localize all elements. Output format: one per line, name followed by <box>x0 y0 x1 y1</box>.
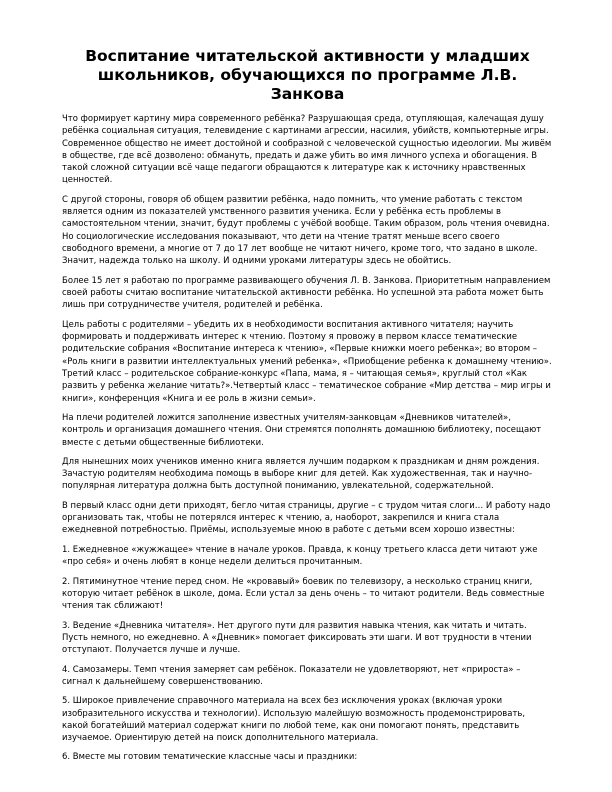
document-title: Воспитание читательской активности у младших школьников, обучающихся по программе Л.В. Занкова <box>85 47 530 103</box>
paragraph-reading-role: С другой стороны, говоря об общем развитии ребёнка, надо помнить, что умение работать с текстом является одним из показателей умственного развития ученика. Если у ребёнка есть проблемы в самостоятельном чтении, значит, будут проблемы с учёбой вообще. Таким образом, роль чтения очевидна. Но социологические исследования показывают, что дети на чтение тратят меньше всего своего свободного времени, а многие от 7 до 17 лет вообще не читают ничего, кроме того, что задано в школе. Значит, надежда только на школу. И одними уроками литературы здесь не обойтись. <box>62 193 550 266</box>
list-item-daily-reading: 1. Ежедневное «жужжащее» чтение в начале уроков. Правда, к концу третьего класса дети читают уже «про себя» и очень любят в конце недели делиться прочитанным. <box>62 543 538 567</box>
document-page <box>62 47 553 770</box>
list-item-class-events: 6. Вместе мы готовим тематические классные часы и праздники: <box>62 751 358 762</box>
list-item-reference-material: 5. Широкое привлечение справочного материала на всех без исключения уроках (включая уроки изобразительного искусства и технологии). Использую малейшую возможность продемонстрировать, какой богатейший материал содержат книги по любой теме, как они помогают понять, представить изучаемое. Ориентирую детей на поиск дополнительного материала. <box>62 695 526 743</box>
paragraph-parents-goal: Цель работы с родителями – убедить их в необходимости воспитания активного читателя; научить формировать и поддерживать интерес к чтению. Поэтому я провожу в первом классе тематические родительские собрания «Воспитание интереса к чтению», «Первые книжки моего ребенка»; во втором – «Роль книги в развитии интеллектуальных умений ребенка», «Приобщение ребенка к домашнему чтению». Третий класс – родительское собрание-конкурс «Папа, мама, я – читающая семья», круглый стол «Как развить у ребенка желание читать?».Четвертый класс – тематическое собрание «Мир детства – мир игры и книги», конференция «Книга и ее роль в жизни семьи». <box>62 318 552 403</box>
list-item-bedtime-reading: 2. Пятиминутное чтение перед сном. Не «кровавый» боевик по телевизору, а несколько страниц книги, которую читает ребёнок в школе, дома. Если устал за день очень – то читают родители. Ведь совместные чтения так сближают! <box>62 575 545 611</box>
list-item-self-measurement: 4. Самозамеры. Темп чтения замеряет сам ребёнок. Показатели не удовлетворяют, нет «прироста» – сигнал к дальнейшему совершенствованию. <box>62 663 521 686</box>
list-item-reader-diary: 3. Ведение «Дневника читателя». Нет другого пути для развития навыка чтения, как читать и читать. Пусть немного, но ежедневно. А «Дневник» помогает фиксировать эти шаги. И вот трудности в чтении отступают. Получается лучше и лучше. <box>62 619 532 655</box>
paragraph-zankov-program: Более 15 лет я работаю по программе развивающего обучения Л. В. Занкова. Приоритетным направлением своей работы считаю воспитание читательской активности ребёнка. Но успешной эта работа может быть лишь при сотрудничестве учителя, родителей и ребёнка. <box>62 274 551 310</box>
paragraph-book-gift: Для нынешних моих учеников именно книга является лучшим подарком к праздникам и дням рождения. Зачастую родителям необходима помощь в выборе книг для детей. Как художественная, так и научно-популярная литература должна быть доступной пониманию, увлекательной, содержательной. <box>62 455 540 491</box>
paragraph-parents-duties: На плечи родителей ложится заполнение известных учителям-занковцам «Дневников читателей», контроль и организация домашнего чтения. Они стремятся пополнять домашнюю библиотеку, посещают вместе с детьми общественные библиотеки. <box>62 411 542 447</box>
paragraph-first-class: В первый класс одни дети приходят, бегло читая страницы, другие – с трудом читая слоги… И работу надо организовать так, чтобы не потерялся интерес к чтению, а, наоборот, закрепился и книга стала ежедневной потребностью. Приёмы, используемые мною в работе с детьми всем хорошо известны: <box>62 499 551 535</box>
paragraph-intro: Что формирует картину мира современного ребёнка? Разрушающая среда, отупляющая, калечащая душу ребёнка социальная ситуация, телевидение с картинами агрессии, насилия, убийств, компьютерные игры. Современное общество не имеет достойной и сообразной с человеческой сущностью идеологии. Мы живём в обществе, где всё дозволено: обмануть, предать и даже убить во имя личного успеха и обогащения. В такой сложной ситуации всё чаще педагоги обращаются к литературе как к источнику нравственных ценностей. <box>62 113 552 185</box>
